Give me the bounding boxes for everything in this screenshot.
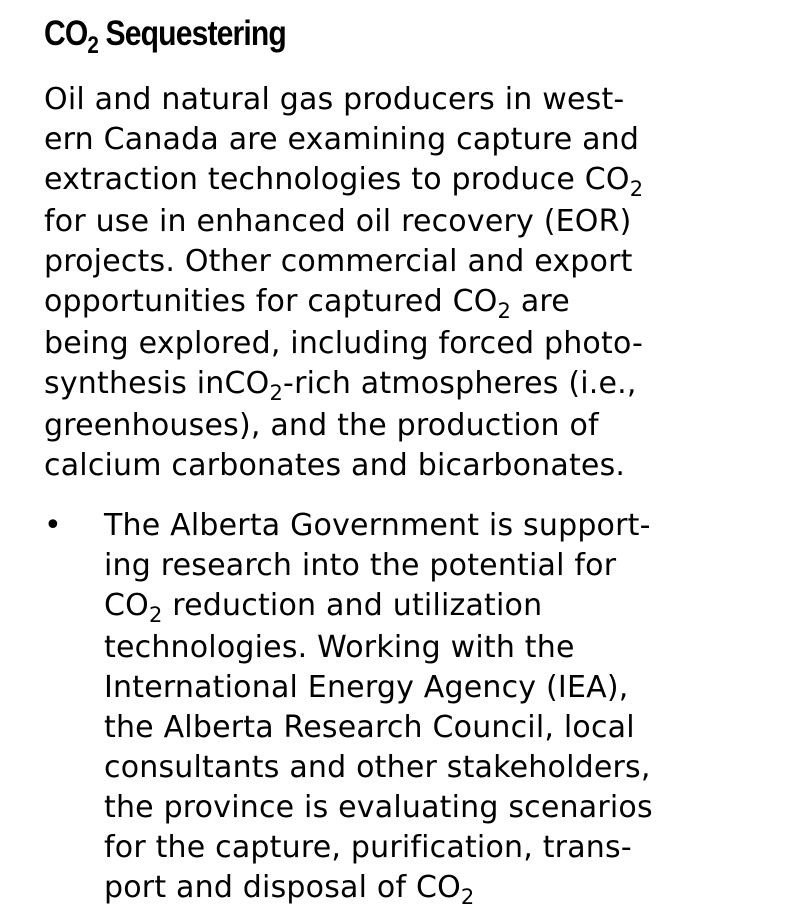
heading-suffix: Sequestering xyxy=(98,14,286,53)
paragraph-line: extraction technologies to produce $CO_2$ xyxy=(44,162,644,201)
paragraph-line: Oil and natural gas producers in west- xyxy=(44,82,625,117)
document-page xyxy=(44,12,784,910)
bullet-line: for the capture, purification, trans- xyxy=(104,830,632,865)
bullet-line: the Alberta Research Council, local xyxy=(104,710,635,745)
intro-paragraph xyxy=(44,80,784,486)
paragraph-line: for use in enhanced oil recovery (EOR) xyxy=(44,204,632,239)
bullet-line: International Energy Agency (IEA), xyxy=(104,670,629,705)
bullet-text xyxy=(104,506,784,910)
bullet-line: technologies. Working with the xyxy=(104,630,575,665)
bullet-line: port and disposal of $CO_2$ xyxy=(104,870,475,909)
paragraph-line: ern Canada are examining capture and xyxy=(44,122,640,157)
heading-prefix: CO xyxy=(44,14,88,53)
bullet-line: ing research into the potential for xyxy=(104,548,617,583)
bullet-item xyxy=(44,506,784,910)
bullet-line: consultants and other stakeholders, xyxy=(104,750,651,785)
heading-subscript: 2 xyxy=(87,32,99,59)
paragraph-line: synthesis inCO$_2$-rich atmospheres (i.e., xyxy=(44,366,637,405)
section-heading xyxy=(44,12,680,60)
bullet-line: $CO_2$ reduction and utilization xyxy=(104,588,543,627)
paragraph-line: being explored, including forced photo- xyxy=(44,326,644,361)
bullet-line: The Alberta Government is support- xyxy=(104,508,651,543)
bullet-marker: • xyxy=(44,508,62,543)
paragraph-line: opportunities for captured $CO_2$ are xyxy=(44,284,570,323)
bullet-line: the province is evaluating scenarios xyxy=(104,790,653,825)
paragraph-line: greenhouses), and the production of xyxy=(44,408,599,443)
paragraph-line: projects. Other commercial and export xyxy=(44,244,633,279)
paragraph-line: calcium carbonates and bicarbonates. xyxy=(44,448,626,483)
